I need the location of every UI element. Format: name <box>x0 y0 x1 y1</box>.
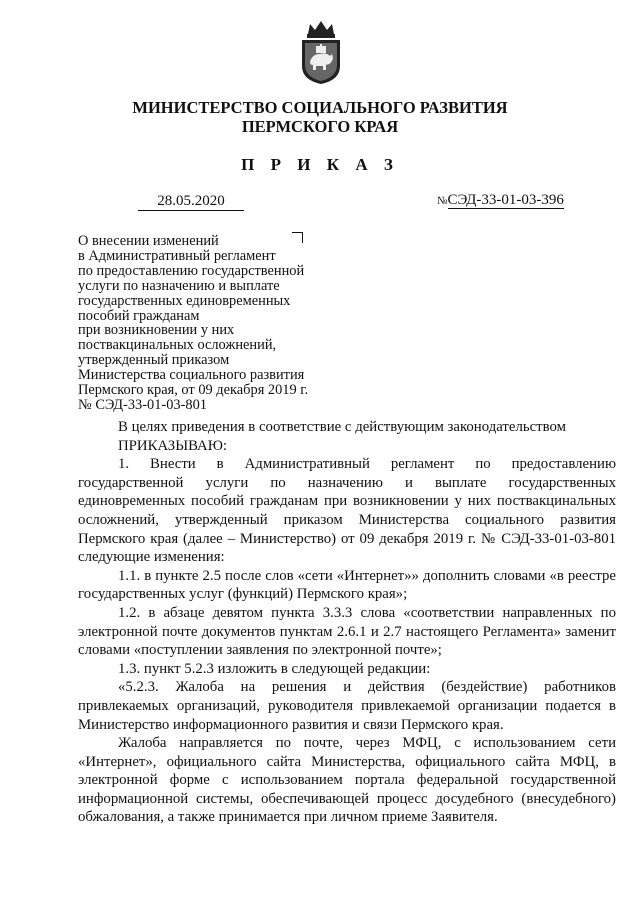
clause-1: 1. Внести в Административный регламент по предоставлению государственной услуги по назначению и выплате государственных единовременных пособий гражданам при возникновении у них поствакцинальных осложнений, утвержденный приказом Министерства социального развития Пермского края (далее – Министерство) от 09 декабря 2019 г. № СЭД-33-01-03-801 следующие изменения: <box>78 456 616 566</box>
clause-5-2-3: «5.2.3. Жалоба на решения и действия (бездействие) работников привлекаемых организаций, руководителя привлекаемой организации подается в Министерство информационного развития и связи Пермского края. <box>78 679 616 733</box>
subject-line: О внесении изменений <box>78 233 219 249</box>
subject-line: поствакцинальных осложнений, <box>78 337 277 354</box>
subject-line: утвержденный приказом <box>78 352 230 369</box>
subject-line: Министерства социального развития <box>78 367 305 384</box>
subject-line: в Административный регламент <box>78 247 276 264</box>
order-subject <box>78 234 348 413</box>
order-date: 28.05.2020 <box>138 193 244 211</box>
order-keyword: ПРИКАЗЫВАЮ: <box>118 437 228 454</box>
ministry-line-2: ПЕРМСКОГО КРАЯ <box>241 117 399 136</box>
subject-line: № СЭД-33-01-03-801 <box>78 396 207 413</box>
subject-line: услуги по назначению и выплате <box>78 277 280 294</box>
document-type: П Р И К А З <box>241 155 399 174</box>
subject-line: государственных единовременных <box>78 292 291 309</box>
clause-1-3: 1.3. пункт 5.2.3 изложить в следующей редакции: <box>118 660 431 677</box>
preamble-paragraph: В целях приведения в соответствие с действующим законодательством <box>118 419 566 435</box>
clause-1-2: 1.2. в абзаце девятом пункта 3.3.3 слова «соответствии направленных по электронной почте документов пунктам 2.6.1 и 2.7 настоящего Регламента» заменит словами «поступлении заявления по электронной почте»; <box>78 604 616 659</box>
coat-of-arms-emblem <box>296 18 346 86</box>
number-sign: № <box>437 195 448 207</box>
subject-line: по предоставлению государственной <box>78 262 305 279</box>
ministry-line-1: МИНИСТЕРСТВО СОЦИАЛЬНОГО РАЗВИТИЯ <box>132 98 508 117</box>
order-number: СЭД-33-01-03-396 <box>447 192 564 208</box>
subject-line: Пермского края, от 09 декабря 2019 г. <box>78 382 309 399</box>
ministry-name <box>0 98 640 136</box>
complaint-paragraph: Жалоба направляется по почте, через МФЦ, с использованием сети «Интернет», официального сайта Министерства, официального сайта МФЦ, в электронной форме с использованием портала федеральной государственной информационной системы, обеспечивающей процесс досудебного (внесудебного) обжалования, а также принимается при личном приеме Заявителя. <box>78 735 616 826</box>
order-body <box>78 418 616 827</box>
order-number-block <box>437 192 564 210</box>
subject-line: при возникновении у них <box>78 322 235 339</box>
clause-1-1: 1.1. в пункте 2.5 после слов «сети «Интернет»» дополнить словами «в реестре государственных услуг (функций) Пермского края»; <box>78 567 616 603</box>
subject-line: пособий гражданам <box>78 307 200 324</box>
